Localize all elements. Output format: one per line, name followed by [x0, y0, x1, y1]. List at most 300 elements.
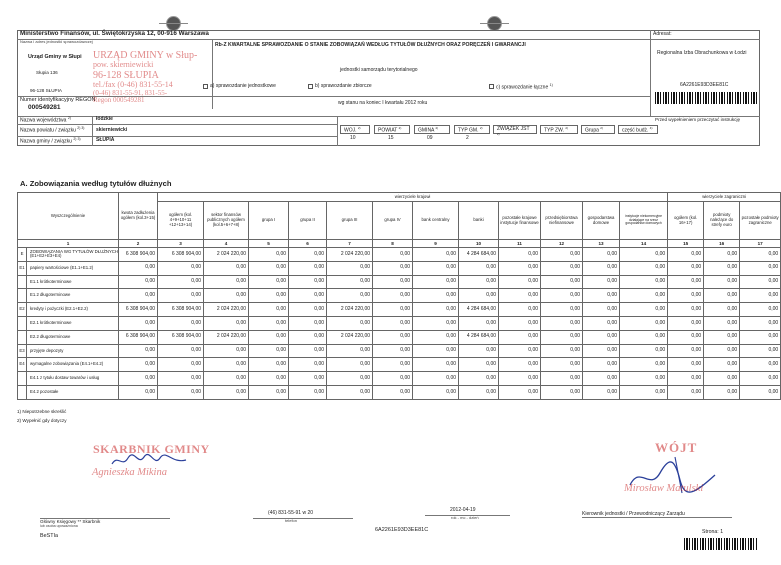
value-cell: 0,00	[204, 261, 249, 275]
value-cell: 0,00	[499, 386, 541, 400]
pow-label-sup: 2) 3)	[77, 126, 85, 130]
value-cell: 2 024 220,00	[327, 248, 373, 262]
value-cell: 0,00	[413, 289, 459, 303]
value-cell: 0,00	[704, 303, 740, 317]
value-cell: 0,00	[249, 372, 289, 386]
id-pow-label-text: POWIAT	[378, 127, 398, 134]
id-typgm-label	[454, 125, 490, 134]
value-cell: 0,00	[620, 386, 668, 400]
value-cell: 0,00	[499, 275, 541, 289]
row-label: E1.1 krótkoterminowe	[27, 275, 119, 289]
date-caption: rok - mc - dzień	[451, 515, 479, 520]
unit-postal: Słupia 136	[36, 70, 58, 75]
value-cell: 0,00	[158, 261, 204, 275]
skarbnik-name: Agnieszka Mikina	[92, 467, 167, 478]
table-row	[18, 303, 781, 317]
value-cell: 2 024 220,00	[327, 330, 373, 344]
code-top: 6A2261E93D3EE81C	[680, 82, 729, 88]
id-pow-value: 15	[388, 135, 394, 141]
gmina-value: SŁUPIA	[96, 137, 115, 143]
row-code: E	[18, 248, 27, 262]
value-cell: 0,00	[204, 386, 249, 400]
pow-label	[20, 127, 84, 134]
value-cell: 0,00	[158, 317, 204, 331]
value-cell: 0,00	[620, 330, 668, 344]
col-header-1: Wyszczególnienie	[18, 193, 119, 240]
row-code	[18, 386, 27, 400]
value-cell: 0,00	[289, 303, 327, 317]
value-cell: 0,00	[583, 386, 620, 400]
value-cell: 2 024 220,00	[204, 303, 249, 317]
value-cell: 0,00	[289, 372, 327, 386]
value-cell: 0,00	[704, 248, 740, 262]
value-cell: 0,00	[249, 317, 289, 331]
wojt-name: Mirosław Matulski	[624, 483, 704, 494]
col-header-11: pozostałe krajowe instytucje finansowe	[499, 202, 541, 240]
value-cell: 0,00	[541, 372, 583, 386]
office-stamp-line1: URZĄD GMINY w Słup-	[93, 50, 198, 61]
unit-name-label: Nazwa i adres jednostki sprawozdawczej	[20, 39, 93, 44]
col-number-16: 16	[704, 240, 740, 248]
value-cell: 0,00	[668, 248, 704, 262]
value-cell: 0,00	[413, 344, 459, 358]
woj-label-text: Nazwa województwa	[20, 117, 67, 124]
value-cell: 0,00	[327, 261, 373, 275]
value-cell: 4 284 684,00	[459, 330, 499, 344]
table-row	[18, 317, 781, 331]
value-cell: 0,00	[668, 344, 704, 358]
value-cell: 0,00	[289, 344, 327, 358]
office-stamp-line3: 96-128 SŁUPIA	[93, 69, 159, 81]
value-cell: 0,00	[119, 358, 158, 372]
value-cell: 0,00	[413, 386, 459, 400]
value-cell: 0,00	[541, 358, 583, 372]
value-cell: 0,00	[204, 317, 249, 331]
value-cell: 0,00	[327, 344, 373, 358]
value-cell: 0,00	[158, 275, 204, 289]
value-cell: 0,00	[704, 330, 740, 344]
value-cell: 0,00	[740, 303, 781, 317]
value-cell: 0,00	[249, 330, 289, 344]
value-cell: 0,00	[620, 248, 668, 262]
value-cell: 0,00	[158, 344, 204, 358]
value-cell: 0,00	[459, 372, 499, 386]
id-grupa-label-text: Grupa	[585, 127, 599, 134]
col-number-9: 9	[413, 240, 459, 248]
value-cell: 0,00	[373, 275, 413, 289]
office-stamp-line4: tel./fax (0-46) 831-55-14	[93, 79, 173, 89]
value-cell: 0,00	[668, 317, 704, 331]
value-cell: 0,00	[289, 248, 327, 262]
value-cell: 0,00	[413, 358, 459, 372]
value-cell: 0,00	[249, 248, 289, 262]
value-cell: 0,00	[541, 344, 583, 358]
value-cell: 0,00	[541, 261, 583, 275]
checkbox-zbiorcze[interactable]	[308, 84, 313, 89]
page-number: 1	[720, 529, 724, 535]
woj-value: łódzkie	[96, 116, 113, 122]
value-cell: 0,00	[499, 317, 541, 331]
value-cell: 0,00	[289, 386, 327, 400]
id-typzw-label-text: TYP ZW.	[544, 127, 564, 134]
period-text: wg stanu na koniec I kwartału 2012 roku	[338, 100, 428, 106]
option-laczne-sup: 1)	[549, 83, 553, 87]
value-cell: 0,00	[119, 317, 158, 331]
value-cell: 0,00	[158, 358, 204, 372]
value-cell: 0,00	[459, 289, 499, 303]
page-label	[702, 530, 723, 536]
row-code	[18, 372, 27, 386]
kierownik-caption: Kierownik jednostki / Przewodniczący Zarządu	[582, 511, 685, 517]
addressee-label: Adresat:	[653, 31, 672, 37]
value-cell: 0,00	[620, 372, 668, 386]
option-laczne	[496, 84, 553, 91]
checkbox-jednostkowe[interactable]	[203, 84, 208, 89]
col-number-17: 17	[740, 240, 781, 248]
value-cell: 0,00	[620, 303, 668, 317]
addressee-value: Regionalna Izba Obrachunkowa w Łodzi	[657, 50, 747, 56]
value-cell: 0,00	[373, 372, 413, 386]
value-cell: 0,00	[541, 386, 583, 400]
row-label: E2.2 długoterminowe	[27, 330, 119, 344]
punch-hole-right	[488, 17, 501, 30]
form-code-title: Rb-Z KWARTALNE SPRAWOZDANIE O STANIE ZOBOWIĄZAŃ WEDŁUG TYTUŁÓW DŁUŻNYCH ORAZ PORĘCZEŃ I GWARANCJI	[215, 42, 526, 48]
row-code	[18, 289, 27, 303]
id-woj-value: 10	[350, 135, 356, 141]
value-cell: 0,00	[620, 358, 668, 372]
footnote-2: 2) Wypełnić gdy dotyczy	[17, 418, 67, 423]
col-number-5: 5	[249, 240, 289, 248]
col-number-12: 12	[541, 240, 583, 248]
code-bottom: 6A2261E93D3EE81C	[375, 527, 429, 533]
value-cell: 0,00	[583, 317, 620, 331]
value-cell: 0,00	[373, 248, 413, 262]
regon-label: Numer identyfikacyjny REGON	[20, 97, 96, 103]
col-number-11: 11	[499, 240, 541, 248]
value-cell: 0,00	[119, 344, 158, 358]
id-woj-label-sup: 2)	[357, 126, 361, 130]
value-cell: 0,00	[583, 358, 620, 372]
value-cell: 0,00	[119, 261, 158, 275]
value-cell: 0,00	[740, 261, 781, 275]
value-cell: 0,00	[158, 289, 204, 303]
row-code: E4	[18, 358, 27, 372]
value-cell: 0,00	[289, 358, 327, 372]
id-czesc-label	[618, 125, 658, 134]
value-cell: 0,00	[373, 289, 413, 303]
id-gmina-label	[414, 125, 450, 134]
row-label: E2.1 krótkoterminowe	[27, 317, 119, 331]
value-cell: 0,00	[413, 248, 459, 262]
value-cell: 0,00	[583, 303, 620, 317]
value-cell: 0,00	[704, 261, 740, 275]
value-cell: 2 024 220,00	[204, 330, 249, 344]
value-cell: 0,00	[668, 261, 704, 275]
table-row	[18, 248, 781, 262]
row-label: E4.2 pozostałe	[27, 386, 119, 400]
value-cell: 0,00	[373, 358, 413, 372]
woj-label-sup: 2)	[67, 116, 71, 120]
id-zwiazek-label-text: ZWIĄZEK JST	[497, 126, 530, 132]
option-jednostkowe: a) sprawozdanie jednostkowe	[210, 83, 276, 89]
value-cell: 0,00	[119, 275, 158, 289]
value-cell: 4 284 684,00	[459, 248, 499, 262]
value-cell: 0,00	[459, 275, 499, 289]
col-header-14: instytucje niekomercyjne działające na rzecz gospodarstw domowych	[620, 202, 668, 240]
id-pow-label	[374, 125, 410, 134]
value-cell: 0,00	[413, 372, 459, 386]
value-cell: 0,00	[740, 372, 781, 386]
gmina-label	[20, 138, 81, 145]
row-code	[18, 275, 27, 289]
value-cell: 0,00	[499, 344, 541, 358]
value-cell: 0,00	[204, 275, 249, 289]
row-label: E4.1 z tytułu dostaw towarów i usług	[27, 372, 119, 386]
wojt-stamp: WÓJT	[655, 440, 698, 455]
row-code: E3	[18, 344, 27, 358]
value-cell: 0,00	[668, 289, 704, 303]
value-cell: 0,00	[704, 358, 740, 372]
table-row	[18, 372, 781, 386]
value-cell: 0,00	[668, 330, 704, 344]
barcode-bottom	[684, 538, 758, 550]
skarbnik-sub: lub osoba upoważniona	[40, 524, 78, 528]
option-laczne-label: c) sprawozdanie łączne	[496, 84, 549, 91]
woj-label	[20, 117, 71, 124]
value-cell: 0,00	[541, 330, 583, 344]
value-cell: 0,00	[249, 289, 289, 303]
value-cell: 0,00	[413, 275, 459, 289]
id-grupa-label-sup: 2)	[600, 126, 603, 130]
value-cell: 0,00	[249, 386, 289, 400]
skarbnik-caption: Główny Księgowy ** Skarbnik	[40, 519, 101, 524]
value-cell: 0,00	[119, 289, 158, 303]
office-stamp-line6: Regon 000549281	[93, 96, 145, 105]
value-cell: 0,00	[204, 358, 249, 372]
value-cell: 0,00	[740, 317, 781, 331]
value-cell: 0,00	[620, 317, 668, 331]
value-cell: 6 308 904,00	[119, 303, 158, 317]
gmina-label-sup: 2) 3)	[73, 137, 81, 141]
row-code: E1	[18, 261, 27, 275]
value-cell: 0,00	[583, 248, 620, 262]
id-woj-label	[340, 125, 370, 134]
value-cell: 0,00	[459, 317, 499, 331]
col-header-7: grupa III	[327, 202, 373, 240]
value-cell: 2 024 220,00	[327, 303, 373, 317]
value-cell: 0,00	[459, 358, 499, 372]
id-grupa-label	[581, 125, 615, 134]
col-header-17: pozostałe podmioty zagraniczne	[740, 202, 781, 240]
id-gmina-label-sup: 2)	[435, 126, 439, 130]
value-cell: 0,00	[459, 344, 499, 358]
value-cell: 0,00	[541, 275, 583, 289]
value-cell: 0,00	[541, 317, 583, 331]
page-label-text: Strona:	[702, 529, 719, 535]
col-header-15: ogółem (kol. 16+17)	[668, 202, 704, 240]
value-cell: 0,00	[704, 317, 740, 331]
ministry-line: Ministerstwo Finansów, ul. Świętokrzyska 12, 00-916 Warszawa	[20, 30, 209, 37]
value-cell: 0,00	[413, 303, 459, 317]
value-cell: 0,00	[158, 386, 204, 400]
skarbnik-stamp: SKARBNIK GMINY	[93, 442, 210, 456]
row-code	[18, 317, 27, 331]
id-typgm-value: 2	[466, 135, 469, 141]
table-row	[18, 344, 781, 358]
checkbox-laczne[interactable]	[489, 84, 494, 89]
table-row	[18, 275, 781, 289]
value-cell: 0,00	[541, 248, 583, 262]
value-cell: 0,00	[668, 386, 704, 400]
value-cell: 6 308 904,00	[158, 248, 204, 262]
col-header-10: banki	[459, 202, 499, 240]
value-cell: 0,00	[289, 289, 327, 303]
value-cell: 0,00	[459, 261, 499, 275]
col-header-3: ogółem (kol. 4+9+10+11 +12+13+14)	[158, 202, 204, 240]
value-cell: 0,00	[499, 372, 541, 386]
value-cell: 0,00	[668, 275, 704, 289]
regon-value: 000549281	[28, 104, 61, 111]
option-zbiorcze: b) sprawozdanie zbiorcze	[315, 83, 372, 89]
phone-caption: telefon	[285, 518, 298, 523]
value-cell: 0,00	[583, 372, 620, 386]
value-cell: 0,00	[373, 261, 413, 275]
transmission-note: Przed wypełnieniem przeczytać instrukcję	[655, 117, 741, 122]
id-typgm-label-sup: 2)	[479, 126, 483, 130]
value-cell: 0,00	[740, 358, 781, 372]
value-cell: 0,00	[620, 344, 668, 358]
col-number-3: 3	[158, 240, 204, 248]
pow-value: skierniewicki	[96, 127, 128, 133]
value-cell: 0,00	[327, 317, 373, 331]
col-number-2: 2	[119, 240, 158, 248]
value-cell: 0,00	[158, 372, 204, 386]
col-header-16: podmioty należące do strefy euro	[704, 202, 740, 240]
value-cell: 0,00	[413, 330, 459, 344]
value-cell: 0,00	[704, 289, 740, 303]
value-cell: 0,00	[373, 386, 413, 400]
value-cell: 0,00	[704, 344, 740, 358]
value-cell: 0,00	[668, 372, 704, 386]
skarbnik-bottom: BeSTIa	[40, 533, 58, 539]
table-row	[18, 261, 781, 275]
row-label: kredyty i pożyczki (E2.1+E2.2)	[27, 303, 119, 317]
value-cell: 0,00	[459, 386, 499, 400]
value-cell: 0,00	[327, 275, 373, 289]
row-label: papiery wartościowe (E1.1+E1.2)	[27, 261, 119, 275]
value-cell: 0,00	[583, 289, 620, 303]
group-domestic: wierzyciele krajowi	[158, 193, 668, 202]
row-code: E2	[18, 303, 27, 317]
value-cell: 6 308 904,00	[158, 303, 204, 317]
value-cell: 0,00	[204, 372, 249, 386]
value-cell: 0,00	[620, 261, 668, 275]
value-cell: 0,00	[119, 386, 158, 400]
value-cell: 2 024 220,00	[204, 248, 249, 262]
value-cell: 0,00	[499, 248, 541, 262]
value-cell: 0,00	[541, 289, 583, 303]
row-code	[18, 330, 27, 344]
gmina-label-text: Nazwa gminy / związku	[20, 138, 72, 145]
value-cell: 0,00	[740, 248, 781, 262]
value-cell: 0,00	[327, 386, 373, 400]
footnote-1: 1) Niepotrzebne skreślić	[17, 409, 67, 414]
value-cell: 0,00	[289, 317, 327, 331]
col-number-6: 6	[289, 240, 327, 248]
section-a-title: A. Zobowiązania według tytułów dłużnych	[20, 179, 172, 188]
col-header-13: gospodarstwa domowe	[583, 202, 620, 240]
unit-name: Urząd Gminy w Słupi	[28, 54, 82, 60]
value-cell: 0,00	[740, 275, 781, 289]
unit-city: 96-128 SŁUPIA	[30, 88, 62, 93]
table-row	[18, 386, 781, 400]
value-cell: 6 308 904,00	[119, 330, 158, 344]
value-cell: 0,00	[289, 261, 327, 275]
id-gmina-value: 09	[427, 135, 433, 141]
office-stamp-line5: (0-46) 831-55-91, 831-55-	[93, 88, 168, 97]
value-cell: 0,00	[620, 289, 668, 303]
office-stamp-line2: pow. skierniewicki	[93, 60, 154, 69]
barcode-top	[655, 92, 757, 104]
id-typzw-label	[540, 125, 578, 134]
value-cell: 0,00	[289, 275, 327, 289]
value-cell: 0,00	[704, 372, 740, 386]
id-zwiazek-label	[493, 125, 537, 134]
value-cell: 0,00	[740, 344, 781, 358]
id-pow-label-sup: 2)	[398, 126, 402, 130]
row-label: przyjęte depozyty	[27, 344, 119, 358]
date-value: 2012-04-19	[450, 507, 476, 513]
value-cell: 0,00	[583, 261, 620, 275]
row-label: wymagalne zobowiązania (E4.1+E4.2)	[27, 358, 119, 372]
row-label: ZOBOWIĄZANIA WG TYTUŁÓW DŁUŻNYCH (E1+E2+E3+E4)	[27, 248, 119, 262]
value-cell: 0,00	[740, 330, 781, 344]
table-row	[18, 289, 781, 303]
punch-hole-left	[167, 17, 180, 30]
value-cell: 0,00	[740, 289, 781, 303]
col-number-8: 8	[373, 240, 413, 248]
value-cell: 0,00	[740, 386, 781, 400]
id-zwiazek-label-sup: 2)	[497, 131, 500, 136]
id-woj-label-text: WOJ.	[344, 127, 357, 134]
col-header-12: przedsiębiorstwa niefinansowe	[541, 202, 583, 240]
value-cell: 0,00	[704, 386, 740, 400]
row-label: E1.2 długoterminowe	[27, 289, 119, 303]
col-number-15: 15	[668, 240, 704, 248]
value-cell: 6 308 904,00	[158, 330, 204, 344]
col-number-10: 10	[459, 240, 499, 248]
value-cell: 0,00	[668, 358, 704, 372]
table-row	[18, 358, 781, 372]
value-cell: 0,00	[373, 303, 413, 317]
value-cell: 0,00	[620, 275, 668, 289]
value-cell: 0,00	[499, 289, 541, 303]
value-cell: 0,00	[668, 303, 704, 317]
col-header-5: grupa I	[249, 202, 289, 240]
value-cell: 6 308 904,00	[119, 248, 158, 262]
id-typzw-label-sup: 2)	[565, 126, 568, 130]
value-cell: 0,00	[373, 330, 413, 344]
id-gmina-label-text: GMINA	[418, 127, 435, 134]
pow-label-text: Nazwa powiatu / związku	[20, 127, 76, 134]
debt-table	[17, 192, 781, 400]
id-czesc-label-text: część budż.	[622, 127, 649, 134]
col-number-13: 13	[583, 240, 620, 248]
value-cell: 0,00	[499, 261, 541, 275]
value-cell: 0,00	[583, 344, 620, 358]
col-number-14: 14	[620, 240, 668, 248]
id-typgm-label-text: TYP GM.	[458, 127, 479, 134]
